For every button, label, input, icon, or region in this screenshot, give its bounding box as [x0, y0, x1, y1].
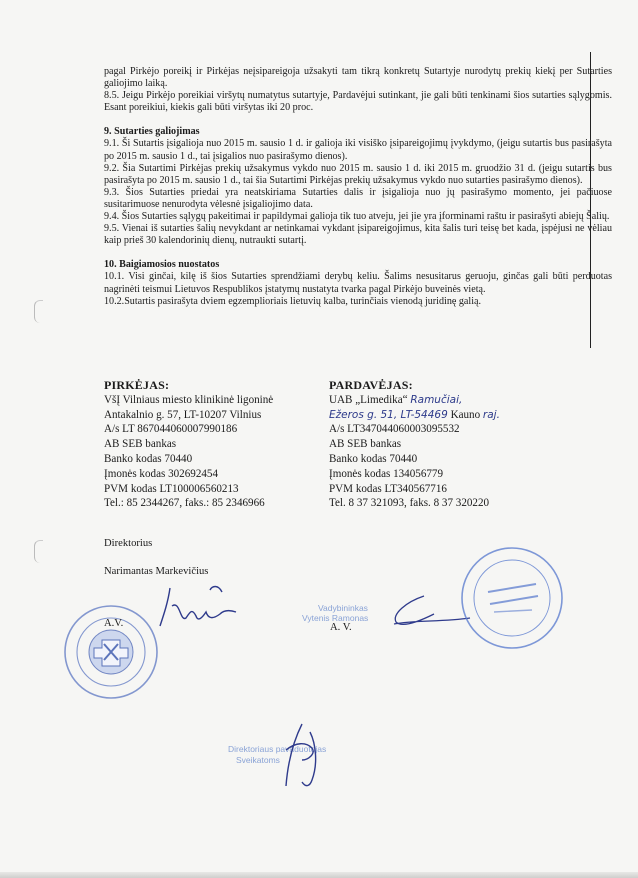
section-10-title: 10. Baigiamosios nuostatos: [104, 259, 220, 271]
seller-heading: PARDAVĖJAS:: [329, 378, 413, 392]
clause-9-5: 9.5. Vienai iš sutarties šalių nevykdant ar netinkamai vykdant įsipareigojimus, kita šalis turi teisę bet kada, įspėjusi ne vėliau kaip prieš 30 kalendorinių dienų, nutraukti sutartį.: [104, 223, 612, 247]
buyer-line: A/s LT 867044060007990186: [104, 423, 238, 436]
buyer-line: VšĮ Vilniaus miesto klinikinė ligoninė: [104, 393, 274, 406]
seller-address-line: [329, 408, 500, 423]
scan-edge: [0, 872, 638, 878]
clause-9-2: 9.2. Šia Sutartimi Pirkėjas prekių užsakymus vykdo nuo 2015 m. sausio 1 d. iki 2015 m. gruodžio 31 d. (jeigu sutartis bus pasirašyta po 2015 m. sausio 1 d., tai šia Sutartimi Pirkėjas prekių užsakymus vykdo nuo sutarties pasirašymo dienos).: [104, 162, 612, 186]
clause-text: pagal Pirkėjo poreikį ir Pirkėjas neįsipareigoja užsakyti tam tikrą konkretų Sutartyje nurodytų prekių kiekį per Sutarties galiojimo laiką.: [104, 66, 612, 90]
seller-line: Įmonės kodas 134056779: [329, 467, 444, 480]
seller-line: PVM kodas LT340567716: [329, 482, 447, 495]
buyer-line: PVM kodas LT100006560213: [104, 482, 239, 495]
buyer-signature: [150, 582, 240, 630]
buyer-line: Įmonės kodas 302692454: [104, 467, 219, 480]
seller-name: UAB „Limedika“: [329, 393, 408, 406]
buyer-heading: PIRKĖJAS:: [104, 378, 170, 392]
contract-body: [104, 66, 612, 308]
buyer-block: [104, 378, 273, 511]
seller-position-stamp: Vadybininkas: [318, 603, 368, 613]
buyer-av-label: A.V.: [104, 618, 124, 629]
seller-address-handwritten: Ežeros g. 51, LT-54469: [329, 408, 448, 421]
clause-9-1: 9.1. Ši Sutartis įsigalioja nuo 2015 m. sausio 1 d. ir galioja iki visiško įsipareigojimų įvykdymo, (jeigu sutartis bus pasirašyta po 2015 m. sausio 1 d., tai įsigalios nuo pasirašymo dienos).: [104, 138, 612, 162]
clause-8-5: 8.5. Jeigu Pirkėjo poreikiai viršytų numatytus sutartyje, Pardavėjui sutinkant, jie gali būti tenkinami šios sutarties sąlygomis. Esant poreikiui, kiekis gali būti viršytas iki 20 proc.: [104, 90, 612, 114]
punch-hole-mark: [34, 540, 43, 563]
clause-9-4: 9.4. Šios Sutarties sąlygų pakeitimai ir papildymai galioja tik tuo atveju, jei jie yra įforminami raštu ir pasirašyti abiejų Šalių.: [104, 211, 610, 223]
seller-address-suffix: raj.: [482, 408, 500, 421]
seller-name-line: [329, 393, 500, 408]
clause-10-2: 10.2.Sutartis pasirašyta dviem egzemplioriais lietuvių kalba, turinčiais vienodą juridinę galią.: [104, 295, 482, 307]
buyer-line: AB SEB bankas: [104, 438, 177, 451]
clause-10-1: 10.1. Visi ginčai, kilę iš šios Sutarties sprendžiami derybų keliu. Šalims nesusitarus geruoju, ginčas gali būti perduotas nagrinėti teismui Lietuvos Respublikos įstatymų nustatyta tvarka pagal Pirkėjo buveinės vietą.: [104, 271, 612, 295]
seller-address-printed: Kauno: [450, 408, 481, 421]
section-9-title: 9. Sutarties galiojimas: [104, 126, 200, 138]
seller-av-label: A. V.: [330, 622, 352, 633]
seller-name-stamp: Vytenis Ramonas: [302, 613, 369, 623]
seller-line: A/s LT347044060003095532: [329, 423, 460, 436]
bottom-stamp-line2: Sveikatoms: [236, 755, 280, 765]
seller-line: Tel. 8 37 321093, faks. 8 37 320220: [329, 497, 490, 510]
seller-name-handwritten: Ramučiai,: [410, 393, 463, 406]
buyer-line: Antakalnio g. 57, LT-10207 Vilnius: [104, 408, 262, 421]
buyer-signatory: Narimantas Markevičius: [104, 566, 209, 577]
clause-9-3: 9.3. Šios Sutarties priedai yra neatskiriama Sutarties dalis ir įsigalioja nuo jų pasirašymo momento, jei pačiuose susitarimuose nenurodyta vėlesnė įsigaliojimo data.: [104, 186, 612, 210]
seller-block: [329, 378, 500, 511]
bottom-stamp-line1: Direktoriaus pavaduotojas: [228, 744, 327, 754]
buyer-line: Tel.: 85 2344267, faks.: 85 2346966: [104, 497, 265, 510]
buyer-position: Direktorius: [104, 538, 153, 549]
buyer-line: Banko kodas 70440: [104, 452, 193, 465]
seller-line: Banko kodas 70440: [329, 452, 418, 465]
bottom-signature: [272, 720, 332, 792]
buyer-seal-stamp: [62, 602, 160, 702]
seller-line: AB SEB bankas: [329, 438, 402, 451]
seller-seal-stamp: [458, 540, 566, 660]
punch-hole-mark: [34, 300, 43, 323]
